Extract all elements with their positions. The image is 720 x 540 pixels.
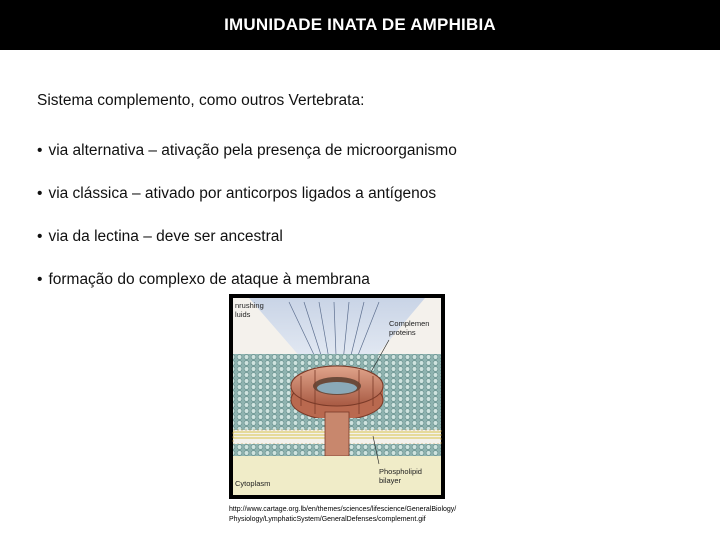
- title-bar: [0, 0, 720, 50]
- slide-heading: Sistema complemento, como outros Vertebrata:: [37, 92, 365, 109]
- bullet-list: [37, 136, 697, 308]
- membrane-illustration: [229, 294, 445, 499]
- bullet-item: [37, 179, 697, 222]
- bullet-item: [37, 222, 697, 265]
- membrane-attack-complex-figure: [229, 294, 445, 499]
- label-inrushing-fluids-2: luids: [235, 310, 251, 319]
- figure-caption-url: http://www.cartage.org.lb/en/themes/sciences/lifescience/GeneralBiology/Physiology/LymphaticSystem/GeneralDefenses/complement.gif: [229, 506, 457, 523]
- slide-title: IMUNIDADE INATA DE AMPHIBIA: [224, 15, 496, 34]
- bullet-item: [37, 136, 697, 179]
- bullet-text: via alternativa – ativação pela presença de microorganismo: [48, 142, 457, 159]
- label-cytoplasm: Cytoplasm: [235, 479, 271, 488]
- bullet-mark: •: [37, 142, 43, 159]
- slide-content: [37, 86, 697, 308]
- label-complement-proteins-1: Complemen: [389, 319, 430, 328]
- bullet-mark: •: [37, 271, 43, 288]
- pore-channel: [325, 412, 349, 456]
- label-phospholipid-1: Phospholipid: [379, 467, 422, 476]
- bullet-text: formação do complexo de ataque à membrana: [48, 271, 370, 288]
- bullet-text: via clássica – ativado por anticorpos ligados a antígenos: [48, 185, 437, 202]
- bullet-mark: •: [37, 228, 43, 245]
- label-complement-proteins-2: proteins: [389, 328, 416, 337]
- label-phospholipid-2: bilayer: [379, 476, 402, 485]
- bullet-text: via da lectina – deve ser ancestral: [48, 228, 283, 245]
- bullet-mark: •: [37, 185, 43, 202]
- label-inrushing-fluids-1: nrushing: [235, 301, 264, 310]
